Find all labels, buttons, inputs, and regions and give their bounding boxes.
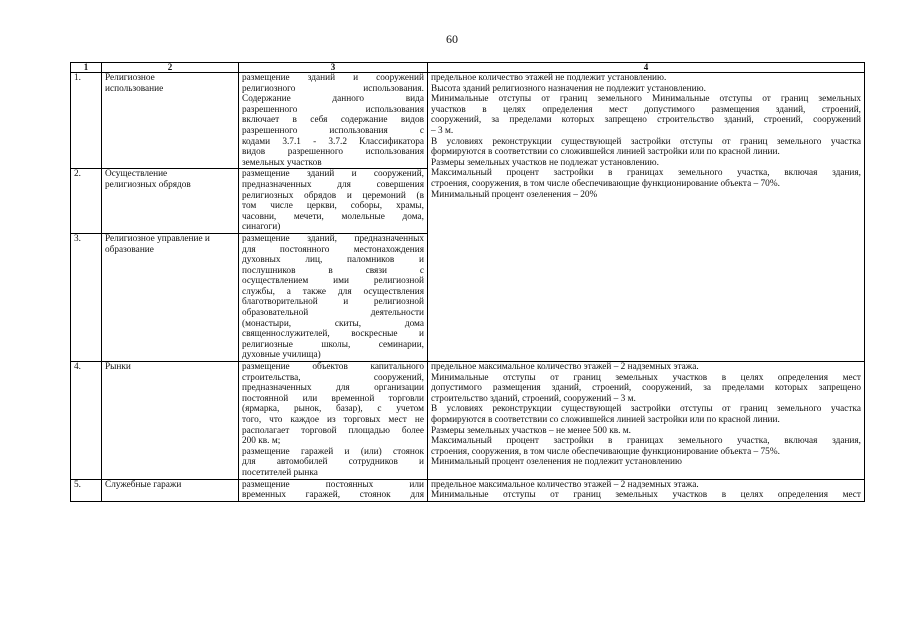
table-row	[71, 479, 865, 501]
building-parameters: предельное максимальное количество этажей – 2 надземных этажа. Минимальные отступы от границ земельных участков в целях определения мест допустимого размещения зданий, строений, сооружений, за пределами которых запрещено строительство зданий, строений, сооружений – 3 м. В условиях реконструкции существующей застройки отступы от границ земельного участка формируются в соответствии со сложившейся линией застройки или по красной линии. Размеры земельных участков – не менее 500 кв. м. Максимальный процент застройки в границах земельного участка, включая здания, строения, сооружения, в том числе обеспечивающие функционирование объекта – 75%. Минимальный процент озеленения не подлежит установлению	[428, 362, 865, 480]
table-row	[71, 362, 865, 480]
land-use-description: размещение объектов капитального строительства, сооружений, предназначенных для организации постоянной или временной торговли (ярмарка, рынок, базар), с учетом того, что каждое из торговых мест не располагает торговой площадью более 200 кв. м; размещение гаражей и (или) стоянок для автомобилей сотрудников и посетителей рынка	[239, 362, 428, 480]
header-cell: 4	[428, 63, 865, 73]
row-number: 3.	[71, 233, 102, 361]
header-row	[71, 63, 865, 73]
building-parameters: предельное максимальное количество этажей – 2 надземных этажа. Минимальные отступы от границ земельных участков в целях определения мест	[428, 479, 865, 501]
land-use-name: Служебные гаражи	[102, 479, 239, 501]
land-use-name: Религиозное использование	[102, 73, 239, 169]
land-use-description: размещение зданий и сооружений религиозного использования. Содержание данного вида разрешенного использования включает в себя содержание видов разрешенного использования с кодами 3.7.1 - 3.7.2 Классификатора видов разрешенного использования земельных участков	[239, 73, 428, 169]
zoning-table	[70, 62, 865, 502]
header-cell: 1	[71, 63, 102, 73]
land-use-description: размещение зданий и сооружений, предназначенных для совершения религиозных обрядов и церемоний (в том числе церкви, соборы, храмы, часовни, мечети, молельные дома, синагоги)	[239, 169, 428, 234]
land-use-name: Рынки	[102, 362, 239, 480]
row-number: 1.	[71, 73, 102, 169]
row-number: 5.	[71, 479, 102, 501]
page-number: 60	[446, 32, 458, 46]
header-cell: 3	[239, 63, 428, 73]
table-row	[71, 73, 865, 169]
row-number: 4.	[71, 362, 102, 480]
row-number: 2.	[71, 169, 102, 234]
land-use-description: размещение зданий, предназначенных для постоянного местонахождения духовных лиц, паломников и послушников в связи с осуществлением ими религиозной службы, а также для осуществления благотворительной и религиозной образовательной деятельности (монастыри, скиты, дома священнослужителей, воскресные и религиозные школы, семинарии, духовные училища)	[239, 233, 428, 361]
land-use-name: Осуществление религиозных обрядов	[102, 169, 239, 234]
building-parameters: предельное количество этажей не подлежит установлению. Высота зданий религиозного назначения не подлежит установлению. Минимальные отступы от границ земельного Минимальные отступы от границ земельных участков в целях определения мест допустимого размещения зданий, строений, сооружений, за пределами которых запрещено строительство зданий, строений, сооружений – 3 м. В условиях реконструкции существующей застройки отступы от границ земельного участка формируются в соответствии со сложившейся линией застройки или по красной линии. Размеры земельных участков не подлежат установлению. Максимальный процент застройки в границах земельного участка, включая здания, строения, сооружения, в том числе обеспечивающие функционирование объекта – 70%. Минимальный процент озеленения – 20%	[428, 73, 865, 362]
header-cell: 2	[102, 63, 239, 73]
land-use-description: размещение постоянных или временных гаражей, стоянок для	[239, 479, 428, 501]
land-use-name: Религиозное управление и образование	[102, 233, 239, 361]
